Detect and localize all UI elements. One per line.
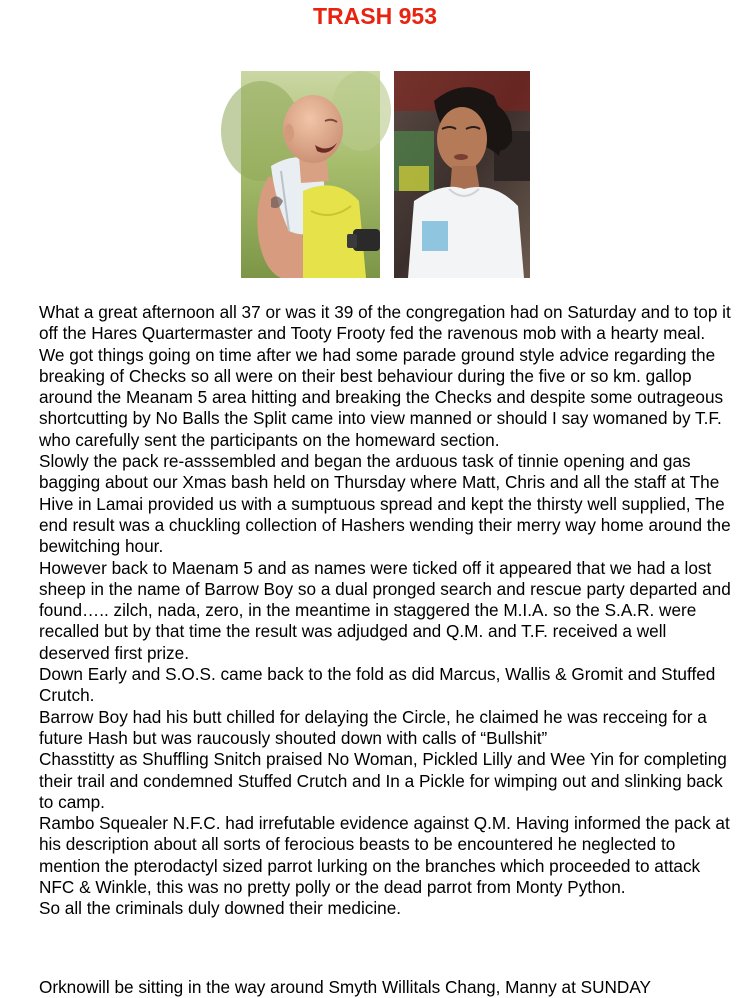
document-title: TRASH 953 — [313, 3, 437, 29]
paragraph: Down Early and S.O.S. came back to the fold as did Marcus, Wallis & Gromit and Stuffed Crutch. — [39, 664, 716, 706]
paragraph: Barrow Boy had his butt chilled for delaying the Circle, he claimed he was recceing for a future Hash but was raucously shouted down with calls of “Bullshit” — [39, 706, 707, 748]
paragraph: Slowly the pack re-asssembled and began the arduous task of tinnie opening and gas bagging about our Xmas bash held on Thursday where Matt, Chris and all the staff at The Hive in Lamai provided us with a sumptuous spread and kept the thirsty well supplied, The end result was a chuckling collection of Hashers wending their merry way home around the bewitching hour. — [39, 451, 731, 557]
paragraph: What a great afternoon all 37 or was it 39 of the congregation had on Saturday and to top it off the Hares Quartermaster and Tooty Frooty fed the ravenous mob with a hearty meal. — [39, 302, 731, 344]
cutoff-line — [39, 977, 729, 997]
paragraph: However back to Maenam 5 and as names were ticked off it appeared that we had a lost sheep in the name of Barrow Boy so a dual pronged search and rescue party departed and found….. zilch, nada, zero, in the meantime in staggered the M.I.A. so the S.A.R. were recalled but by that time the result was adjudged and Q.M. and T.F. received a well deserved first prize. — [39, 557, 731, 663]
paragraph: We got things going on time after we had some parade ground style advice regarding the breaking of Checks so all were on their best behaviour during the five or so km. gallop around the Meanam 5 area hitting and breaking the Checks and despite some outrageous shortcutting by No Balls the Split came into view manned or should I say womaned by T.F. who carefully sent the participants on the homeward section. — [39, 344, 724, 450]
laughing-man-photo — [241, 71, 380, 278]
paragraph: Chasstitty as Shuffling Snitch praised No Woman, Pickled Lilly and Wee Yin for completing their trail and condemned Stuffed Crutch and In a Pickle for wimping out and slinking back to camp. — [39, 749, 727, 812]
paragraph: So all the criminals duly downed their medicine. — [39, 898, 402, 919]
cutoff-text: Orknowill be sitting in the way around Smyth Willitals Chang, Manny at SUNDAY — [39, 977, 651, 997]
woman-photo — [394, 71, 530, 278]
article-body — [39, 302, 739, 920]
paragraph: Rambo Squealer N.F.C. had irrefutable evidence against Q.M. Having informed the pack at his description about all sorts of ferocious beasts to be encountered he neglected to mention the pterodactyl sized parrot lurking on the branches which proceeded to attack NFC & Winkle, this was no pretty polly or the dead parrot from Monty Python. — [39, 813, 730, 898]
